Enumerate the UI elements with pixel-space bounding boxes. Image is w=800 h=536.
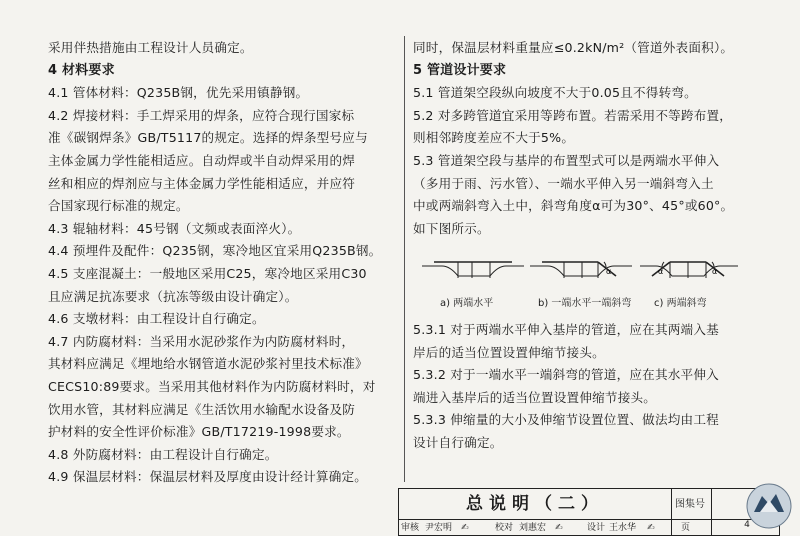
text-line: 饮用水管，其材料应满足《生活饮用水输配水设备及防	[48, 401, 356, 417]
angle-label-c2: α	[712, 267, 718, 276]
review-signature: ✍	[461, 523, 469, 533]
text-line: 5.3 管道架空段与基岸的布置型式可以是两端水平伸入	[413, 153, 720, 168]
design-signature: ✍	[647, 523, 655, 533]
figure-caption-b: b) 一端水平一端斜弯	[538, 298, 632, 309]
text-line: 5.3.2 对于一端水平一端斜弯的管道，应在其水平伸入	[413, 367, 719, 383]
check-signature: ✍	[555, 523, 563, 533]
text-line: CECS10:89要求。当采用其他材料作为内防腐材料时，对	[48, 379, 376, 394]
design-label: 设计	[587, 523, 606, 533]
text-line: 采用伴热措施由工程设计人员确定。	[48, 40, 253, 55]
text-line: 同时，保温层材料重量应≤0.2kN/m²（管道外表面积）。	[413, 40, 734, 55]
figure-caption-a: a) 两端水平	[440, 298, 494, 309]
text-line: 丝和相应的焊剂应与主体金属力学性能相适应，并应符	[48, 175, 356, 191]
review-label: 审核	[401, 523, 420, 533]
publisher-logo-icon	[744, 482, 794, 530]
column-divider	[404, 36, 405, 482]
text-line: 则相邻跨度差应不大于5%。	[413, 130, 575, 146]
text-line: 其材料应满足《埋地给水钢管道水泥砂浆衬里技术标准》	[48, 356, 368, 372]
page-number: 4	[744, 520, 750, 530]
text-line: 岸后的适当位置设置伸缩节接头。	[413, 344, 605, 360]
text-line: 4.6 支墩材料：由工程设计自行确定。	[48, 311, 265, 327]
page-label: 页	[681, 523, 691, 533]
text-line: 准《碳钢焊条》GB/T5117的规定。选择的焊条型号应与	[48, 130, 368, 146]
text-line: 护材料的安全性评价标准》GB/T17219-1998要求。	[48, 424, 350, 440]
text-line: 4.8 外防腐材料：由工程设计自行确定。	[48, 446, 278, 462]
text-line: 4.7 内防腐材料：当采用水泥砂浆作为内防腐材料时，	[48, 333, 355, 349]
text-line: （多用于雨、污水管）、一端水平伸入另一端斜弯入土	[413, 175, 714, 191]
text-line: 4.5 支座混凝土：一般地区采用C25，寒冷地区采用C30	[48, 266, 367, 281]
text-line: 中或两端斜弯入土中，斜弯角度α可为30°、45°或60°。	[413, 198, 734, 214]
text-line: 5.2 对多跨管道宜采用等跨布置。若需采用不等跨布置，	[413, 107, 733, 123]
text-line: 且应满足抗冻要求（抗冻等级由设计确定）。	[48, 288, 298, 304]
text-line: 4.4 预埋件及配件：Q235钢，寒冷地区宜采用Q235B钢。	[48, 243, 382, 259]
design-name: 王水华	[609, 523, 637, 533]
text-line: 设计自行确定。	[413, 435, 503, 450]
angle-label-b: α	[606, 267, 612, 276]
angle-label-c1: α	[658, 267, 664, 276]
text-line: 5.3.3 伸缩量的大小及伸缩节设置位置、做法均由工程	[413, 412, 719, 428]
text-line: 如下图所示。	[413, 220, 490, 236]
signature-row	[399, 519, 671, 536]
pipe-layout-figure	[420, 254, 740, 316]
text-line: 4.2 焊接材料：手工焊采用的焊条，应符合现行国家标	[48, 107, 355, 123]
check-label: 校对	[495, 523, 514, 533]
section-heading: 5 管道设计要求	[413, 62, 507, 78]
review-name: 尹宏明	[425, 523, 453, 533]
text-line: 4.1 管体材料：Q235B钢，优先采用镇静钢。	[48, 85, 309, 101]
text-line: 端进入基岸后的适当位置设置伸缩节接头。	[413, 389, 657, 405]
text-line: 4.9 保温层材料：保温层材料及厚度由设计经计算确定。	[48, 469, 368, 485]
title-block	[398, 488, 780, 536]
atlas-number-label: 图集号	[675, 499, 705, 510]
text-line: 4.3 辊轴材料：45号钢（文频或表面淬火）。	[48, 220, 301, 236]
figure-caption-c: c) 两端斜弯	[654, 298, 707, 309]
pipe-layout-drawing	[420, 254, 740, 294]
section-heading: 4 材料要求	[48, 62, 115, 78]
text-line: 5.1 管道架空段纵向坡度不大于0.05且不得转弯。	[413, 85, 697, 101]
page-title: 总说明（二）	[399, 489, 672, 519]
check-name: 刘惠宏	[519, 523, 547, 533]
text-line: 主体金属力学性能相适应。自动焊或半自动焊采用的焊	[48, 153, 356, 168]
text-line: 合国家现行标准的规定。	[48, 198, 189, 214]
text-line: 5.3.1 对于两端水平伸入基岸的管道，应在其两端入基	[413, 322, 719, 337]
